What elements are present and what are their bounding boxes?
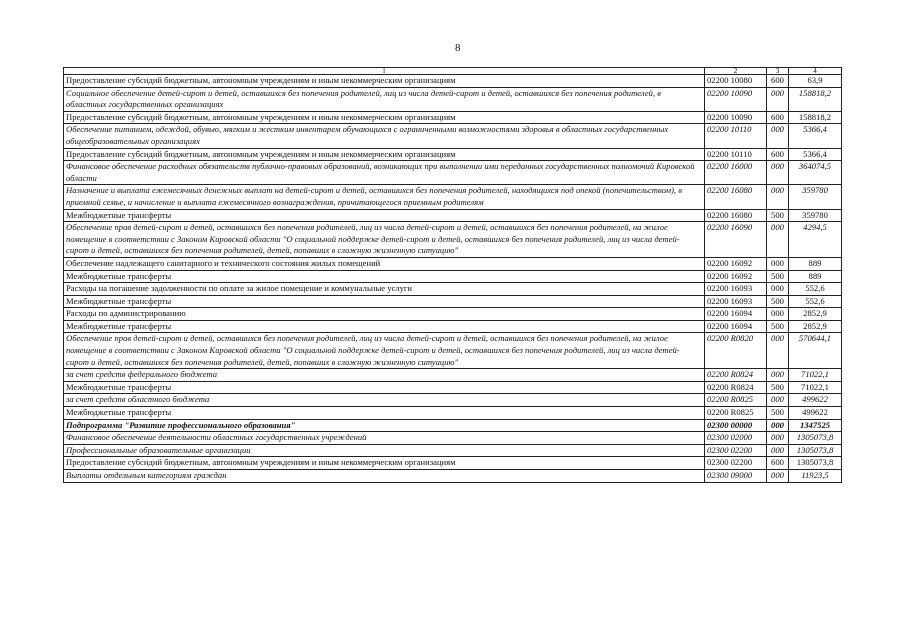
row-kind-cell: 000 [767,333,789,369]
table-row [64,185,842,209]
table-header-row [64,68,842,75]
row-kind-cell: 600 [767,75,789,88]
row-sum-cell: 11923,5 [789,470,842,483]
row-sum-cell: 2852,9 [789,308,842,321]
row-name-cell: Социальное обеспечение детей-сирот и детей, оставшихся без попечения родителей, лиц из числа детей-сирот и детей, оставшихся без попечения родителей, в областных государственных организациях [64,87,705,111]
row-sum-cell: 499622 [789,394,842,407]
row-kind-cell: 000 [767,283,789,296]
row-kind-cell: 000 [767,308,789,321]
row-code-cell: 02200 10080 [705,75,767,88]
row-code-cell: 02200 10110 [705,124,767,148]
table-row [64,444,842,457]
row-code-cell: 02200 10090 [705,111,767,124]
row-name-cell: Межбюджетные трансферты [64,295,705,308]
row-code-cell: 02200 10090 [705,87,767,111]
row-code-cell: 02200 16080 [705,185,767,209]
row-code-cell: 02300 02200 [705,457,767,470]
row-code-cell: 02200 16092 [705,257,767,270]
table-row [64,419,842,432]
row-name-cell: Финансовое обеспечение расходных обязательств публично-правовых образований, возникающих при выполнении ими переданных государственных полномочий Кировской области [64,161,705,185]
row-kind-cell: 000 [767,124,789,148]
row-sum-cell: 5366,4 [789,124,842,148]
table-row [64,308,842,321]
row-name-cell: Обеспечение прав детей-сирот и детей, оставшихся без попечения родителей, лиц из числа детей-сирот и детей, оставшихся без попечения родителей, на жилое помещение в соответствии с Законом Кировской области "О социальной поддержке детей-сирот и детей, оставшихся без попечения родителей, лиц из числа детей-сирот и детей, оставшихся без попечения родителей, детей, попавших в сложную жизненную ситуацию" [64,222,705,258]
row-code-cell: 02300 00000 [705,419,767,432]
row-kind-cell: 000 [767,444,789,457]
row-name-cell: Предоставление субсидий бюджетным, автономным учреждениям и иным некоммерческим организациям [64,111,705,124]
row-sum-cell: 552,6 [789,283,842,296]
row-name-cell: Профессиональные образовательные организации [64,444,705,457]
row-sum-cell: 499622 [789,407,842,420]
table-row [64,432,842,445]
table-row [64,369,842,382]
row-name-cell: Предоставление субсидий бюджетным, автономным учреждениям и иным некоммерческим организациям [64,457,705,470]
row-name-cell: Расходы по администрированию [64,308,705,321]
row-sum-cell: 889 [789,270,842,283]
table-row [64,470,842,483]
row-name-cell: Подпрограмма "Развитие профессионального образования" [64,419,705,432]
row-code-cell: 02300 02200 [705,444,767,457]
row-sum-cell: 158818,2 [789,87,842,111]
row-sum-cell: 570644,1 [789,333,842,369]
row-code-cell: 02200 R0825 [705,394,767,407]
row-kind-cell: 500 [767,270,789,283]
row-name-cell: Межбюджетные трансферты [64,270,705,283]
table-row [64,87,842,111]
table-row [64,333,842,369]
row-kind-cell: 000 [767,87,789,111]
table-row [64,111,842,124]
table-row [64,320,842,333]
row-kind-cell: 000 [767,432,789,445]
row-name-cell: Предоставление субсидий бюджетным, автономным учреждениям и иным некоммерческим организациям [64,75,705,88]
row-code-cell: 02200 R0824 [705,381,767,394]
row-kind-cell: 500 [767,407,789,420]
header-sum: 4 [789,68,842,75]
row-name-cell: Расходы на погашение задолженности по оплате за жилое помещение и коммунальные услуги [64,283,705,296]
row-kind-cell: 000 [767,470,789,483]
table-row [64,270,842,283]
row-sum-cell: 71022,1 [789,381,842,394]
row-kind-cell: 600 [767,148,789,161]
row-kind-cell: 600 [767,457,789,470]
row-sum-cell: 1305073,8 [789,444,842,457]
row-code-cell: 02200 10110 [705,148,767,161]
row-kind-cell: 000 [767,369,789,382]
row-name-cell: Межбюджетные трансферты [64,407,705,420]
table-row [64,124,842,148]
row-name-cell: Обеспечение прав детей-сирот и детей, оставшихся без попечения родителей, лиц из числа детей-сирот и детей, оставшихся без попечения родителей, на жилое помещение в соответствии с Законом Кировской области "О социальной поддержке детей-сирот и детей, оставшихся без попечения родителей, лиц из числа детей-сирот и детей, оставшихся без попечения родителей, детей, попавших в сложную жизненную ситуацию" [64,333,705,369]
row-name-cell: за счет средств областного бюджета [64,394,705,407]
table-row [64,257,842,270]
row-sum-cell: 5366,4 [789,148,842,161]
row-sum-cell: 158818,2 [789,111,842,124]
row-kind-cell: 000 [767,185,789,209]
header-code: 2 [705,68,767,75]
row-code-cell: 02200 16093 [705,283,767,296]
row-name-cell: Межбюджетные трансферты [64,320,705,333]
row-code-cell: 02200 16080 [705,209,767,222]
row-kind-cell: 500 [767,295,789,308]
row-kind-cell: 000 [767,419,789,432]
row-code-cell: 02200 16094 [705,320,767,333]
row-code-cell: 02200 16090 [705,222,767,258]
table-row [64,222,842,258]
row-kind-cell: 000 [767,161,789,185]
budget-table [63,67,842,483]
row-name-cell: Предоставление субсидий бюджетным, автономным учреждениям и иным некоммерческим организациям [64,148,705,161]
row-code-cell: 02300 02000 [705,432,767,445]
row-sum-cell: 4294,5 [789,222,842,258]
row-name-cell: за счет средств федерального бюджета [64,369,705,382]
row-code-cell: 02200 16092 [705,270,767,283]
table-row [64,295,842,308]
page-number: 8 [455,42,461,54]
row-code-cell: 02200 16093 [705,295,767,308]
row-code-cell: 02300 09000 [705,470,767,483]
row-sum-cell: 359780 [789,209,842,222]
table-body [64,75,842,483]
row-sum-cell: 359780 [789,185,842,209]
row-kind-cell: 500 [767,209,789,222]
row-sum-cell: 2852,9 [789,320,842,333]
table-row [64,381,842,394]
table-row [64,209,842,222]
table-row [64,407,842,420]
row-sum-cell: 71022,1 [789,369,842,382]
table-row [64,394,842,407]
row-sum-cell: 1305073,8 [789,432,842,445]
row-name-cell: Обеспечение питанием, одеждой, обувью, мягким и жестким инвентарем обучающихся с ограниченными возможностями здоровья в областных государственных общеобразовательных организациях [64,124,705,148]
row-code-cell: 02200 R0824 [705,369,767,382]
row-kind-cell: 500 [767,320,789,333]
header-kind: 3 [767,68,789,75]
row-sum-cell: 364074,5 [789,161,842,185]
row-name-cell: Межбюджетные трансферты [64,209,705,222]
row-kind-cell: 000 [767,394,789,407]
table-row [64,161,842,185]
header-name: 1 [64,68,705,75]
row-sum-cell: 889 [789,257,842,270]
table-row [64,75,842,88]
row-name-cell: Обеспечение надлежащего санитарного и технического состояния жилых помещений [64,257,705,270]
row-code-cell: 02200 R0820 [705,333,767,369]
row-kind-cell: 000 [767,222,789,258]
table-row [64,148,842,161]
row-name-cell: Назначение и выплата ежемесячных денежных выплат на детей-сирот и детей, оставшихся без попечения родителей, находящихся под опекой (попечительством), в приемной семье, и начисление и выплата ежемесячного вознаграждения, причитающегося приемным родителям [64,185,705,209]
row-code-cell: 02200 16094 [705,308,767,321]
row-name-cell: Выплаты отдельным категориям граждан [64,470,705,483]
row-code-cell: 02200 16000 [705,161,767,185]
row-kind-cell: 500 [767,381,789,394]
row-kind-cell: 600 [767,111,789,124]
row-name-cell: Межбюджетные трансферты [64,381,705,394]
row-sum-cell: 63,9 [789,75,842,88]
row-name-cell: Финансовое обеспечение деятельности областных государственных учреждений [64,432,705,445]
table-row [64,457,842,470]
row-sum-cell: 552,6 [789,295,842,308]
row-kind-cell: 000 [767,257,789,270]
table-row [64,283,842,296]
row-code-cell: 02200 R0825 [705,407,767,420]
row-sum-cell: 1305073,8 [789,457,842,470]
row-sum-cell: 1347525 [789,419,842,432]
